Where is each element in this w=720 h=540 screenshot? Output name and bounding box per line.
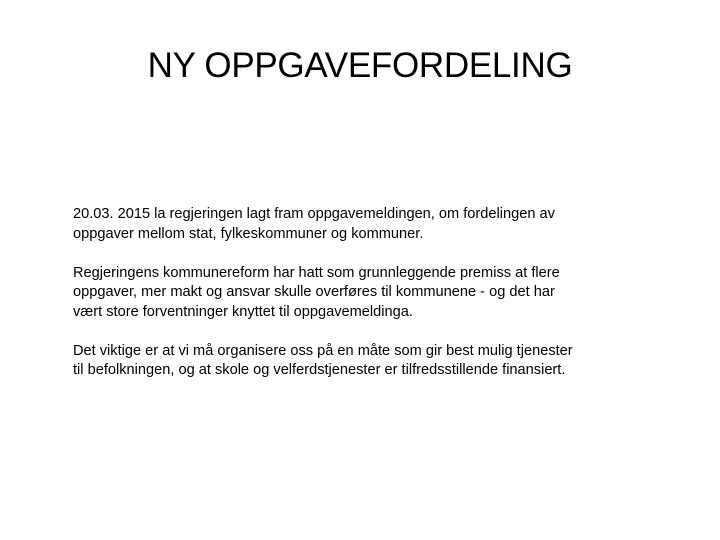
paragraph-reform [73,264,693,323]
text-line: oppgaver mellom stat, fylkeskommuner og kommuner. [73,225,424,242]
slide-body [73,205,693,400]
text-line: Regjeringens kommunereform har hatt som grunnleggende premiss at flere [73,264,560,281]
text-line: oppgaver, mer makt og ansvar skulle overføres til kommunene - og det har [73,284,555,300]
text-line: vært store forventninger knyttet til oppgavemeldinga. [73,303,413,320]
text-line: til befolkningen, og at skole og velferdstjenester er tilfredsstillende finansiert. [73,362,566,378]
text-line: Det viktige er at vi må organisere oss på en måte som gir best mulig tjenester [73,342,573,359]
paragraph-priority [73,342,693,381]
text-line: 20.03. 2015 la regjeringen lagt fram oppgavemeldingen, om fordelingen av [73,206,555,222]
slide-title: NY OPPGAVEFORDELING [147,46,573,85]
paragraph-announcement [73,205,693,244]
